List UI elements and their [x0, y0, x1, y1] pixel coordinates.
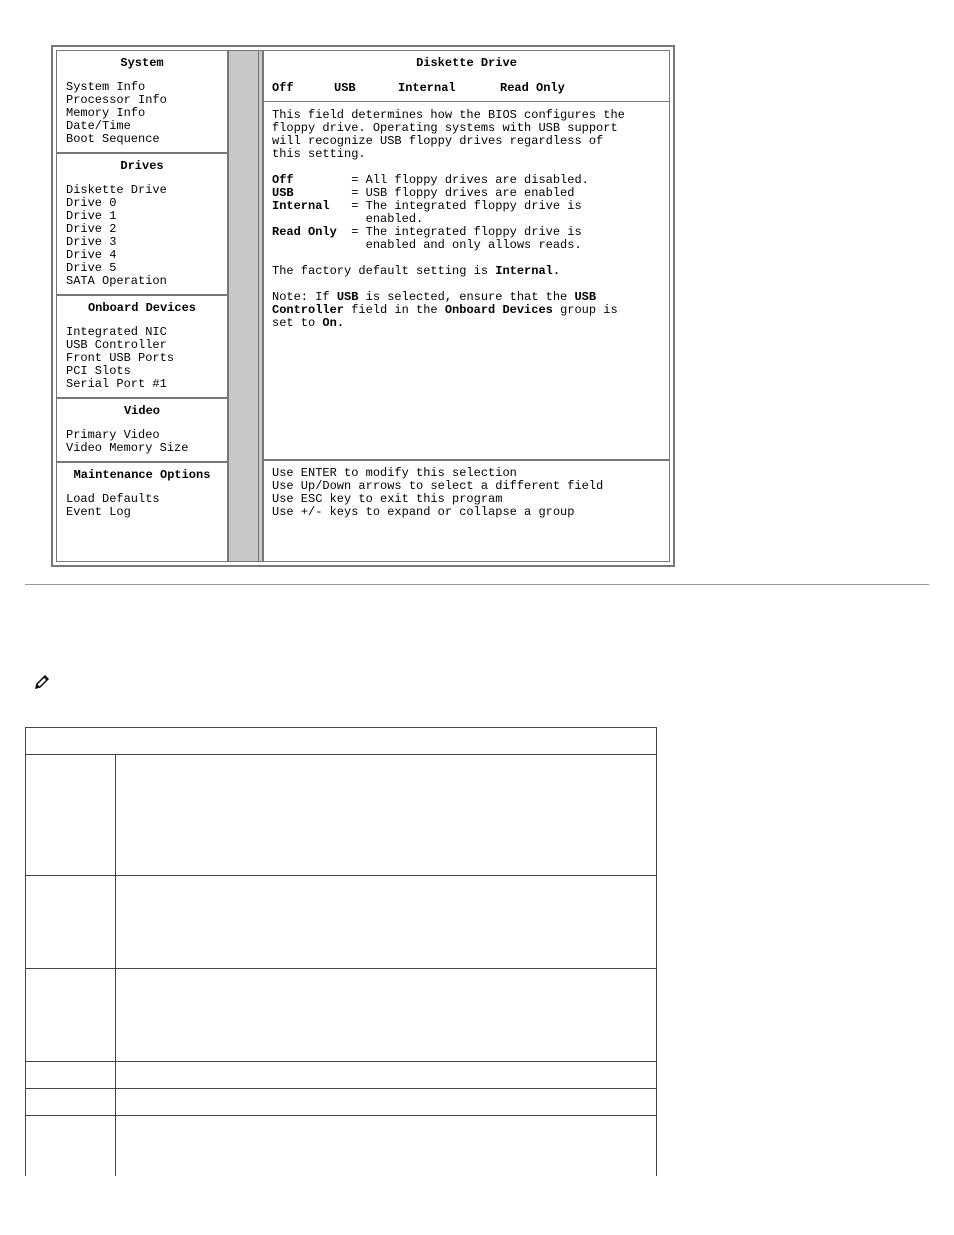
menu-item[interactable]: Drive 5: [66, 261, 117, 275]
detail-panel: [264, 51, 669, 561]
note-text: set to: [272, 316, 323, 330]
menu-group-system: [57, 51, 227, 154]
detail-title: Diskette Drive: [416, 56, 517, 70]
table-row: [26, 1116, 657, 1177]
table-cell: [26, 969, 116, 1062]
default-text: The factory default setting is: [272, 264, 496, 278]
settings-table: [25, 727, 657, 1176]
table-cell: [116, 1116, 657, 1177]
setting-name: Read Only: [272, 225, 337, 239]
note-text: USB: [336, 290, 359, 304]
menu-item[interactable]: Boot Sequence: [66, 132, 160, 146]
note-text: Controller: [272, 303, 345, 317]
menu-item[interactable]: Date/Time: [66, 119, 131, 133]
table-header-row: [26, 728, 657, 755]
note-text: Note: If: [272, 290, 337, 304]
setting-text: = The integrated floppy drive is enabled.: [351, 199, 582, 226]
bios-setup-screenshot: [51, 45, 675, 567]
pencil-note-icon: [34, 674, 50, 690]
menu-item[interactable]: Event Log: [66, 505, 131, 519]
menu-group-title: Drives: [120, 159, 164, 173]
table-cell: [26, 876, 116, 969]
help-line: Use Up/Down arrows to select a different field: [272, 479, 604, 493]
table-cell: [116, 1062, 657, 1089]
setting-name: USB: [272, 186, 294, 200]
horizontal-divider: [25, 584, 929, 585]
note-text: group is: [552, 303, 618, 317]
setting-text: = USB floppy drives are enabled: [351, 186, 575, 200]
menu-item[interactable]: PCI Slots: [66, 364, 131, 378]
menu-item[interactable]: Drive 3: [66, 235, 117, 249]
menu-group-title: Video: [123, 404, 160, 418]
table-row: [26, 1089, 657, 1116]
table-row: [26, 969, 657, 1062]
menu-item[interactable]: Front USB Ports: [66, 351, 175, 365]
setting-text: = All floppy drives are disabled.: [351, 173, 589, 187]
menu-item[interactable]: SATA Operation: [66, 274, 167, 288]
help-line: Use +/- keys to expand or collapse a group: [272, 505, 575, 519]
note-text: On.: [322, 316, 345, 330]
table-row: [26, 1062, 657, 1089]
table-cell: [26, 1062, 116, 1089]
default-value: Internal.: [495, 264, 561, 278]
help-line: Use ESC key to exit this program: [272, 492, 503, 506]
menu-item[interactable]: Drive 2: [66, 222, 117, 236]
help-panel: [264, 459, 669, 561]
table-cell: [26, 1089, 116, 1116]
menu-group-video: [57, 399, 227, 463]
note-text: USB: [574, 290, 597, 304]
option-list: [264, 81, 669, 102]
menu-group-title: System: [120, 56, 164, 70]
menu-item[interactable]: Load Defaults: [66, 492, 160, 506]
help-line: Use ENTER to modify this selection: [272, 466, 517, 480]
note-text: Onboard Devices: [444, 303, 553, 317]
menu-item[interactable]: Serial Port #1: [66, 377, 167, 391]
menu-item[interactable]: USB Controller: [66, 338, 167, 352]
menu-item[interactable]: Drive 0: [66, 196, 117, 210]
table-header-cell: [26, 728, 657, 755]
menu-group-title: Maintenance Options: [73, 468, 211, 482]
menu-item[interactable]: Processor Info: [66, 93, 167, 107]
table-cell: [26, 1116, 116, 1177]
menu-item[interactable]: Integrated NIC: [66, 325, 167, 339]
menu-item[interactable]: Diskette Drive: [66, 183, 167, 197]
menu-item[interactable]: System Info: [66, 80, 146, 94]
table-row: [26, 755, 657, 876]
menu-group-onboard-devices: [57, 296, 227, 399]
note-text: is selected, ensure that the: [358, 290, 575, 304]
menu-group-title: Onboard Devices: [87, 301, 197, 315]
table-cell: [116, 876, 657, 969]
table-cell: [26, 755, 116, 876]
menu-group-maintenance: [57, 463, 227, 525]
menu-item[interactable]: Video Memory Size: [66, 441, 189, 455]
menu-item[interactable]: Drive 1: [66, 209, 117, 223]
option-usb[interactable]: USB: [334, 81, 356, 95]
table-row: [26, 876, 657, 969]
option-read-only[interactable]: Read Only: [500, 81, 565, 95]
setting-text: = The integrated floppy drive is enabled and only allows reads.: [351, 225, 582, 252]
table-cell: [116, 969, 657, 1062]
bios-menu-tree: [57, 51, 229, 561]
setting-name: Internal: [272, 199, 330, 213]
menu-item[interactable]: Memory Info: [66, 106, 146, 120]
menu-item[interactable]: Primary Video: [66, 428, 160, 442]
note-text: field in the: [344, 303, 445, 317]
option-internal[interactable]: Internal: [398, 81, 456, 95]
field-description: [264, 102, 669, 337]
menu-group-drives: [57, 154, 227, 296]
scrollbar[interactable]: [229, 51, 264, 561]
description-text: This field determines how the BIOS configures the floppy drive. Operating systems with USB support will recognize USB floppy drives regardless of this setting.: [272, 108, 625, 161]
table-cell: [116, 755, 657, 876]
menu-item[interactable]: Drive 4: [66, 248, 117, 262]
option-off[interactable]: Off: [272, 81, 294, 95]
table-cell: [116, 1089, 657, 1116]
setting-name: Off: [272, 173, 294, 187]
